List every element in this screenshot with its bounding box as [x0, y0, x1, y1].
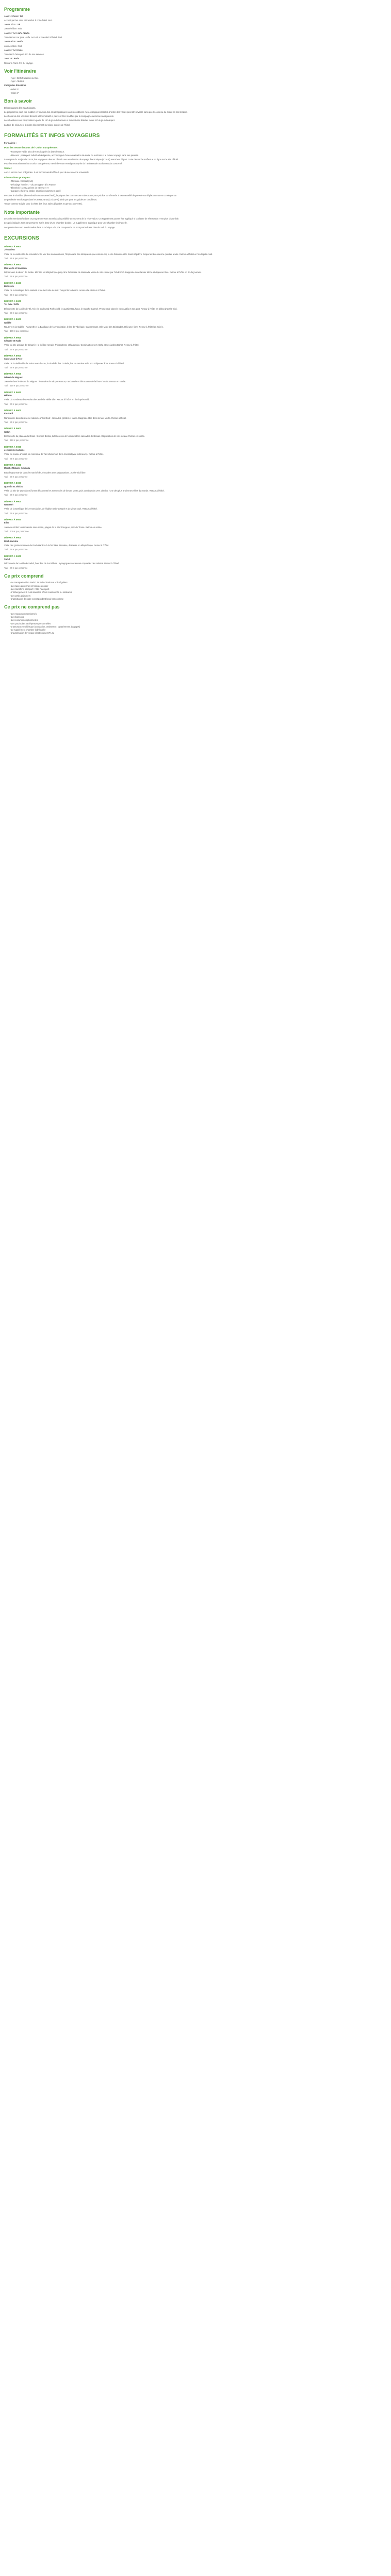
bon-savoir-paragraph: Départ garanti dès 2 participants.: [4, 106, 36, 109]
itineraire-item: • Age : Clefs Familiale ou Duo: [8, 77, 387, 80]
formalites-sub-infos: Informations pratiques :: [4, 176, 31, 179]
excursion-departure: DÉPART À 9H00: [4, 409, 22, 412]
excursion-description: Randonnée dans la réserve naturelle d'Ein Gedi : cascades, grottes et faune. Baignade libre dans la Mer Morte. Retour à l'hôtel.: [4, 416, 127, 419]
itineraire-item: • Age : Adultes: [8, 80, 387, 83]
bon-savoir-title: Bon à savoir: [4, 98, 32, 104]
prix-comprend-item: • L'hébergement 9 nuits dans les hôtels mentionnés ou similaires: [8, 591, 387, 594]
formalites-eta: À compter du 1er janvier 2025, les voyageurs devront obtenir une autorisation de voyage électronique (ETA-IL) avant leur départ. Cette démarche s'effectue en ligne sur le site officiel.: [4, 158, 179, 161]
excursion-departure: DÉPART À 8H00: [4, 482, 22, 485]
excursion-description: Visite du musée d'Israël, du mémorial de Yad Vashem et de la Knesset (vue extérieure). Retour à l'hôtel.: [4, 453, 104, 456]
excursion-description: Journée dans le désert du Néguev : le cratère de Mitzpe Ramon, randonnée et découverte de la faune locale. Retour en soirée.: [4, 380, 126, 383]
excursion-price: Tarif : 139 € par personne: [4, 530, 29, 533]
note-paragraph: Les prestations non mentionnées dans la rubrique « le prix comprend » ne sont pas incluses dans le tarif du voyage.: [4, 226, 116, 229]
prix-comprend-item: • Les petits déjeuners: [8, 595, 387, 598]
bon-savoir-paragraph: Les horaires des vols sont donnés à titre indicatif et peuvent être modifiés par la compagnie aérienne sans préavis.: [4, 115, 114, 118]
prix-ne-comprend-list: [8, 613, 387, 635]
excursion-name: Safed: [4, 557, 10, 561]
excursion-price: Tarif : 69 € par personne: [4, 512, 28, 515]
excursion-item: [4, 446, 387, 461]
excursion-departure: DÉPART À 9H00: [4, 463, 22, 466]
excursion-price: Tarif : 99 € par personne: [4, 494, 28, 497]
excursion-item: [4, 336, 387, 351]
excursion-description: Visite de la Basilique de la Nativité et de la Grotte du Lait. Temps libre dans le centre-ville. Retour à l'hôtel.: [4, 289, 106, 292]
excursion-item: [4, 391, 387, 406]
prix-ne-comprend-title: Ce prix ne comprend pas: [4, 604, 60, 610]
formalites-hors-ue: Pour les ressortissants hors Union Européenne, merci de vous renseigner auprès de l'ambassade ou du consulat concerné.: [4, 162, 123, 165]
programme-day-title: Jours 6 à 8 : Haïfa: [4, 40, 23, 43]
prix-ne-comprend-item: • Les excursions optionnelles: [8, 619, 387, 622]
excursion-name: Golan: [4, 430, 10, 433]
excursion-price: Tarif : 99 € par personne: [4, 275, 28, 278]
excursion-departure: DÉPART À 9H00: [4, 445, 22, 448]
excursion-departure: DÉPART À 9H00: [4, 372, 22, 376]
excursion-item: [4, 300, 387, 315]
prix-comprend-section: [4, 573, 387, 601]
prix-ne-comprend-item: • Les boissons: [8, 616, 387, 619]
excursion-departure: DÉPART À 9H00: [4, 336, 22, 339]
note-paragraph: Les vols mentionnés dans ce programme sont soumis à disponibilité au moment de la réservation. Un supplément pourra être appliqué si la classe de réservation n'est plus disponible.: [4, 217, 180, 221]
hotel-category-item: • Hôtel 4*: [8, 92, 387, 95]
hotel-categories-title: Catégories hôtelières: [4, 84, 26, 87]
excursion-description: Visite des grottes marines de Rosh Hanikra à la frontière libanaise, descente en téléphérique. Retour à l'hôtel.: [4, 544, 109, 547]
excursion-departure: DÉPART À 9H00: [4, 500, 22, 503]
formalites-intro: Formalités :: [4, 142, 17, 145]
prix-ne-comprend-item: • Le supplément chambre individuelle: [8, 629, 387, 632]
excursion-departure: DÉPART À 8H00: [4, 427, 22, 430]
info-item: • Décalage horaire : +1h par rapport à la France: [8, 183, 387, 187]
prix-ne-comprend-item: • L'autorisation de voyage électronique ETA-IL: [8, 632, 387, 635]
excursion-name: Césarée et Haïfa: [4, 340, 21, 343]
excursion-name: Tel Aviv / Jaffa: [4, 303, 19, 306]
note-text: [4, 217, 387, 229]
excursion-description: Visite du site antique de Césarée : le théâtre romain, l'hippodrome et l'aqueduc. Continuation vers Haïfa et ses jardins Bahaï. Retour à l'hôtel.: [4, 344, 139, 347]
excursion-price: Tarif : 89 € par personne: [4, 257, 28, 260]
excursion-description: Découverte de la ville de Tel Aviv : le boulevard Rothschild, le quartier Bauhaus, le marché Carmel. Promenade dans le vieux Jaffa et son port. Retour à l'hôtel en début d'après-midi.: [4, 307, 177, 310]
excursion-item: [4, 464, 387, 479]
prix-comprend-title: Ce prix comprend: [4, 573, 44, 579]
programme-day-text: Journée libre. Nuit.: [4, 44, 23, 47]
formalites-shabbat: Pendant le Shabbat (du vendredi soir au samedi soir), la plupart des commerces et des transports publics sont fermés. Il est conseillé de prévoir vos déplacements en conséquence.: [4, 194, 177, 197]
prix-ne-comprend-section: [4, 604, 387, 635]
excursion-name: Eilat: [4, 521, 9, 524]
excursion-item: [4, 500, 387, 515]
excursion-price: Tarif : 69 € par personne: [4, 548, 28, 551]
bon-savoir-paragraph: Les chambres sont disponibles à partir de 15h le jour de l'arrivée et doivent être libérées avant 11h le jour du départ.: [4, 119, 116, 122]
excursion-price: Tarif : 59 € par personne: [4, 475, 28, 478]
excursions-list: [4, 245, 387, 570]
programme-day-title: Jours 2 à 4 : Tel: [4, 23, 21, 26]
prix-ne-comprend-item: • Les pourboires et dépenses personnelles: [8, 622, 387, 625]
excursion-price: Tarif : 119 € par personne: [4, 384, 29, 387]
programme-day-text: Transfert à l'aéroport. Fin de nos services.: [4, 53, 45, 56]
formalites-sante: Aucun vaccin n'est obligatoire. Il est recommandé d'être à jour de ses vaccins universels.: [4, 171, 89, 174]
info-item: • Langues : hébreu, arabe, anglais couramment parlé: [8, 190, 387, 193]
formalites-list-infos: [8, 180, 387, 193]
excursion-item: [4, 409, 387, 424]
programme-day-title: Jour 5 : Tel / Jaffa / Haïfa: [4, 31, 30, 35]
excursion-description: Visite de la vieille ville de Saint-Jean-d'Acre, la citadelle des Croisés, les souterrains et le port. Déjeuner libre. Retour à l'hôtel.: [4, 362, 124, 365]
excursion-name: Jérusalem moderne: [4, 449, 25, 451]
bon-savoir-text: [4, 107, 387, 127]
excursion-name: Jérusalem: [4, 248, 15, 251]
excursion-departure: DÉPART À 9H00: [4, 299, 22, 302]
excursion-name: Marché Mahané Yehouda: [4, 467, 30, 470]
excursion-price: Tarif : 109 € par personne: [4, 330, 29, 333]
itineraire-list: [8, 77, 387, 83]
excursions-section: [4, 234, 387, 570]
excursion-item: [4, 318, 387, 333]
excursion-price: Tarif : 79 € par personne: [4, 566, 28, 569]
excursion-item: [4, 354, 387, 369]
note-title: Note importante: [4, 209, 40, 215]
itineraire-title[interactable]: Voir l'itinéraire: [4, 69, 36, 74]
bon-savoir-section: [4, 98, 387, 127]
excursion-departure: DÉPART À 8H30: [4, 391, 22, 394]
formalites-list-ue: [8, 150, 387, 157]
excursion-description: Visite du site de Qumrân où furent découverts les manuscrits de la Mer Morte, puis continuation vers Jéricho, l'une des plus anciennes villes du monde. Retour à l'hôtel.: [4, 489, 165, 492]
excursion-item: [4, 245, 387, 260]
excursion-name: Désert du Néguev: [4, 376, 23, 379]
excursion-item: [4, 263, 387, 278]
excursion-departure: DÉPART À 9H00: [4, 536, 22, 539]
prix-comprend-item: • Les transferts aéroport / hôtel / aéroport: [8, 588, 387, 591]
excursion-name: Qumrân et Jéricho: [4, 485, 24, 488]
excursion-description: Visite du Tombeau des Patriarches et de la vieille ville. Retour à l'hôtel en fin d'après-midi.: [4, 398, 90, 401]
excursion-name: Mer Morte et Massada: [4, 266, 27, 269]
excursion-departure: DÉPART À 8H30: [4, 518, 22, 521]
excursion-item: [4, 555, 387, 570]
programme-lines: [4, 15, 387, 65]
excursion-item: [4, 427, 387, 442]
info-item: • Monnaie : Shekel (ILS): [8, 180, 387, 183]
programme-day-title: Jour 1 : Paris / Tel: [4, 14, 23, 18]
note-section: [4, 209, 387, 229]
formalites-sub-ue: Pour les ressortissants de l'Union Européenne :: [4, 146, 58, 149]
programme-section: [4, 6, 387, 65]
excursion-description: Visite de la vieille ville de Jérusalem : le Mur des Lamentations, l'Esplanade des Mosquées (vue extérieure), la Via Dolorosa et le Saint-Sépulcre. Déjeuner libre dans le quartier arabe. Retour à l'hôtel en fin d'après-midi.: [4, 252, 213, 256]
formalites-pourboire: Le pourboire est d'usage dans les restaurants (10 à 15%) ainsi que pour les guides et chauffeurs.: [4, 198, 97, 201]
excursion-price: Tarif : 89 € par personne: [4, 457, 28, 460]
prix-comprend-list: [8, 581, 387, 601]
bon-savoir-paragraph: Le programme peut être modifié en fonction des aléas logistiques ou des conditions météorologiques locales. L'ordre des visites peut être inversé sans que le contenu du circuit en soit modifié.: [4, 110, 188, 113]
excursion-departure: DÉPART À 8H00: [4, 245, 22, 248]
formalites-section: [4, 132, 387, 206]
programme-day-title: Jour 9 : Tel / Paris: [4, 48, 23, 52]
excursion-price: Tarif : 79 € par personne: [4, 348, 28, 351]
excursion-price: Tarif : 89 € par personne: [4, 420, 28, 423]
excursion-description: Route vers la Galilée : Nazareth et la Basilique de l'Annonciation, le lac de Tibériade, Capharnaüm et le Mont des Béatitudes. Déjeuner libre. Retour à l'hôtel en soirée.: [4, 326, 164, 328]
excursion-name: Hébron: [4, 394, 12, 397]
excursion-description: Découverte de la ville de Safed, haut lieu de la Kabbale : synagogues anciennes et quartier des artistes. Retour à l'hôtel.: [4, 562, 120, 565]
formalites-title: FORMALITÉS ET INFOS VOYAGEURS: [4, 133, 100, 139]
excursion-description: Journée à Eilat : observatoire sous-marin, plages de la Mer Rouge et parc de Timna. Retour en soirée.: [4, 526, 102, 529]
excursion-departure: DÉPART À 8H00: [4, 318, 22, 321]
formalites-item: • Mineurs : passeport individuel obligatoire, accompagné d'une autorisation de sortie du territoire si le mineur voyage sans ses parents.: [8, 154, 387, 157]
prix-ne-comprend-item: • L'assurance multirisque (annulation, assistance, rapatriement, bagages): [8, 625, 387, 629]
excursion-name: Ein Gedi: [4, 412, 13, 415]
excursion-departure: DÉPART À 8H00: [4, 263, 22, 266]
prix-comprend-item: • Le transport aérien Paris / Tel Aviv / Paris sur vols réguliers: [8, 581, 387, 584]
excursion-item: [4, 482, 387, 497]
excursion-price: Tarif : 79 € par personne: [4, 402, 28, 405]
excursion-item: [4, 372, 387, 387]
programme-day-text: Accueil par les amis et transfert à notre hôtel. Nuit.: [4, 19, 53, 22]
hotel-category-item: • Hôtel 3*: [8, 88, 387, 91]
info-item: • Électricité : 220V, prises de type C et H: [8, 187, 387, 190]
excursion-departure: DÉPART À 8H30: [4, 281, 22, 284]
note-paragraph: Les prix indiqués sont par personne sur la base d'une chambre double. Un supplément s'applique pour une chambre individuelle.: [4, 222, 128, 225]
excursion-name: Nazareth: [4, 503, 13, 506]
page: [4, 0, 387, 648]
excursion-departure: DÉPART À 9H00: [4, 554, 22, 557]
excursion-item: [4, 536, 387, 551]
excursion-description: Découverte du plateau du Golan : le mont Bental, la forteresse de Nimrod et les cascades de Banias. Dégustation de vins locaux. Retour en soirée.: [4, 434, 145, 437]
prix-ne-comprend-item: • Les repas non mentionnés: [8, 613, 387, 616]
excursion-price: Tarif : 69 € par personne: [4, 366, 28, 369]
excursion-description: Départ vers le désert de Judée. Montée en téléphérique jusqu'à la forteresse de Massada, visite du site classé par l'UNESCO. Baignade dans la Mer Morte et déjeuner libre. Retour à l'hôtel en fin de journée.: [4, 271, 202, 274]
excursion-item: [4, 282, 387, 297]
formalites-item: • Passeport valide plus de 6 mois après la date de retour.: [8, 150, 387, 154]
excursion-item: [4, 518, 387, 533]
excursion-departure: DÉPART À 8H00: [4, 354, 22, 357]
excursion-name: Rosh Hanikra: [4, 539, 18, 543]
excursion-description: Visite de la Basilique de l'Annonciation, de l'église Saint-Joseph et du vieux souk. Retour à l'hôtel.: [4, 507, 97, 511]
excursion-price: Tarif : 69 € par personne: [4, 293, 28, 296]
programme-day-text: Transfert en car pour Haïfa. Accueil et transfert à l'hôtel. Nuit.: [4, 36, 63, 39]
excursion-description: Balade gourmande dans le marché de Jérusalem avec dégustations. Après-midi libre.: [4, 471, 86, 474]
prix-comprend-item: • Les taxes aériennes et frais de dossier: [8, 585, 387, 588]
bon-savoir-paragraph: La taxe de séjour est à régler directement sur place auprès de l'hôtel.: [4, 123, 71, 126]
programme-day-title: Jour 10 : Paris: [4, 57, 19, 60]
excursion-name: Bethléem: [4, 285, 14, 288]
programme-day-text: Retour à Paris. Fin du voyage.: [4, 61, 34, 64]
hotel-categories-list: [8, 88, 387, 95]
excursion-name: Galilée: [4, 321, 11, 324]
programme-day-text: Journée libre. Nuit.: [4, 27, 23, 30]
formalites-sub-sante: Santé :: [4, 167, 12, 170]
itineraire-section: [4, 68, 387, 95]
excursion-name: Saint-Jean-d'Acre: [4, 358, 23, 361]
excursion-price: Tarif : 59 € par personne: [4, 311, 28, 314]
programme-title: Programme: [4, 7, 30, 12]
formalites-tenue: Tenue correcte exigée pour la visite des lieux saints (épaules et genoux couverts).: [4, 202, 83, 206]
excursion-price: Tarif : 119 € par personne: [4, 439, 29, 442]
prix-comprend-item: • L'assistance de notre correspondant local francophone: [8, 598, 387, 601]
excursions-title: EXCURSIONS: [4, 235, 40, 241]
